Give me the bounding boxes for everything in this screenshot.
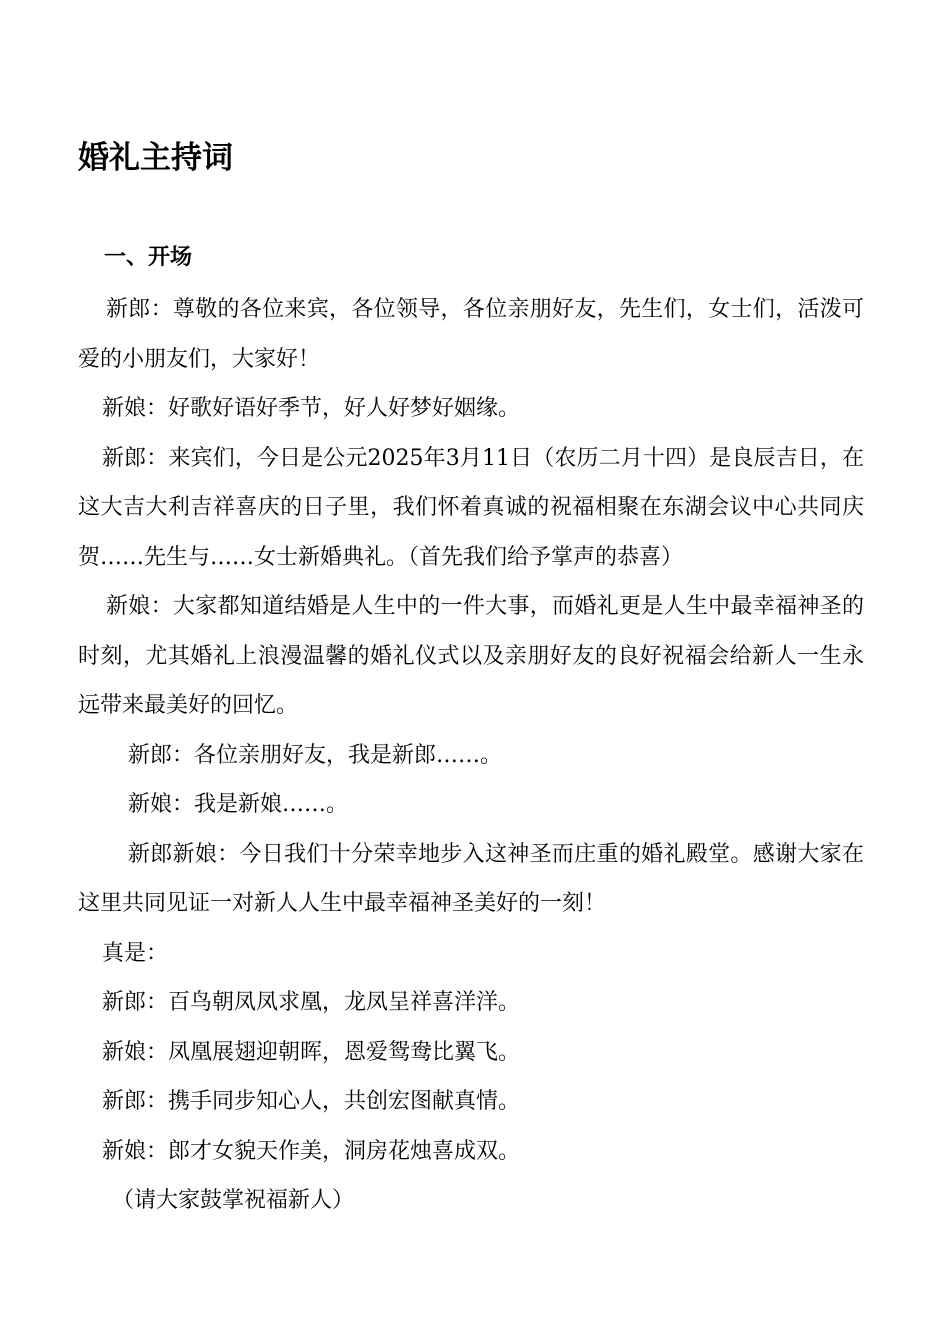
paragraph: 新娘：郎才女貌天作美，洞房花烛喜成双。 [102,1138,521,1164]
paragraph: 新娘：我是新娘……。 [128,792,349,817]
paragraph: 新郎：尊敬的各位来宾，各位领导，各位亲朋好友，先生们，女士们，活泼可爱的小朋友们，大家好！ [78,297,864,372]
paragraph: 新郎：百鸟朝凤凤求凰，龙凤呈祥喜洋洋。 [102,990,521,1015]
paragraph: 新娘：好歌好语好季节，好人好梦好姻缘。 [102,396,521,421]
paragraph: （请大家鼓掌祝福新人） [112,1188,355,1213]
paragraph: 新郎：携手同步知心人，共创宏图献真情。 [102,1089,521,1114]
paragraph: 新郎：各位亲朋好友，我是新郎……。 [128,742,503,768]
paragraph: 新娘：凤凰展翅迎朝晖，恩爱鸳鸯比翼飞。 [102,1039,521,1065]
section-heading: 一、开场 [104,245,193,270]
paragraph: 真是： [102,940,169,966]
document-body [78,285,864,1226]
document-title: 婚礼主持词 [78,140,233,176]
paragraph: 新郎：来宾们，今日是公元2025年3月11日（农历二月十四）是良辰吉日，在这大吉大利吉祥喜庆的日子里，我们怀着真诚的祝福相聚在东湖会议中心共同庆贺……先生与……女士新婚典礼。（首先我们给予掌声的恭喜） [78,445,864,570]
paragraph: 新郎新娘：今日我们十分荣幸地步入这神圣而庄重的婚礼殿堂。感谢大家在这里共同见证一对新人人生中最幸福神圣美好的一刻！ [78,841,864,916]
paragraph: 新娘：大家都知道结婚是人生中的一件大事，而婚礼更是人生中最幸福神圣的时刻，尤其婚礼上浪漫温馨的婚礼仪式以及亲朋好友的良好祝福会给新人一生永远带来最美好的回忆。 [78,594,864,718]
